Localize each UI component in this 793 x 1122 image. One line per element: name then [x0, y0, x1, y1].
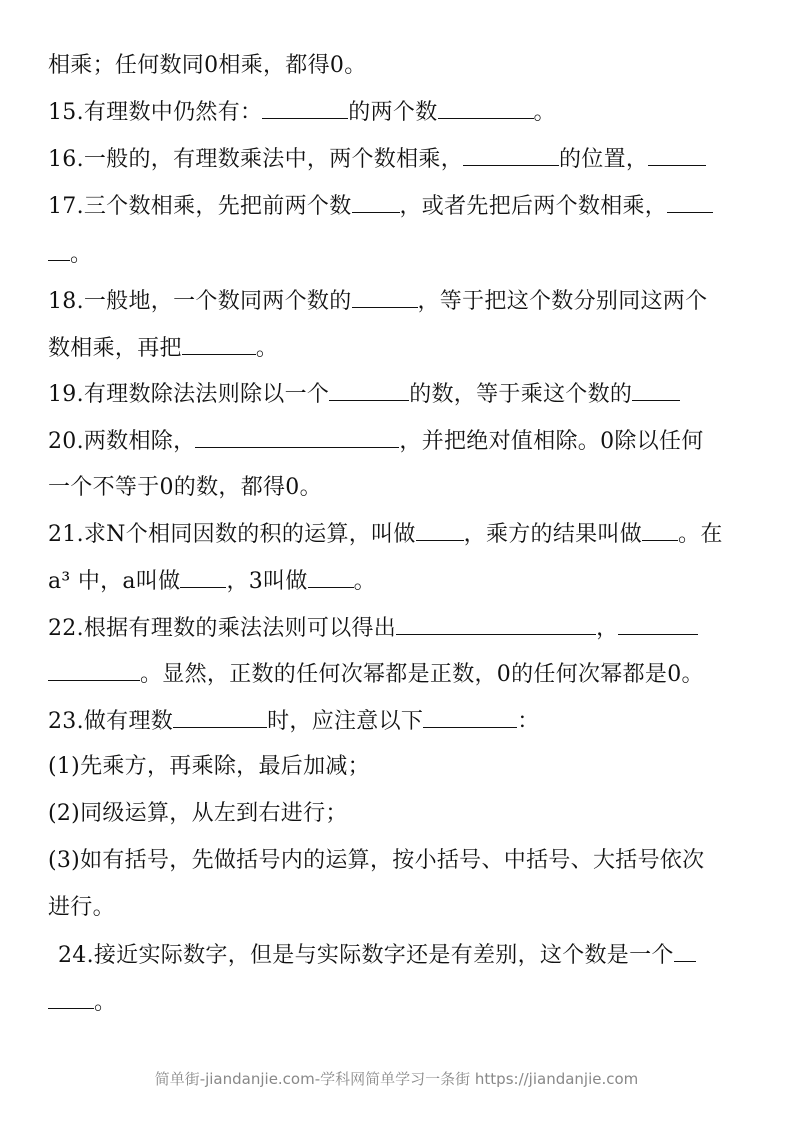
page-footer: 简单街-jiandanjie.com-学科网简单学习一条街 https://jiandanjie.com [154, 1070, 639, 1088]
answer-blank[interactable] [48, 240, 70, 261]
text-line: 进行。 [48, 895, 115, 920]
text-line: 。显然，正数的任何次幂都是正数，0的任何次幂都是0。 [48, 660, 704, 689]
answer-blank[interactable] [416, 520, 464, 541]
answer-blank[interactable] [423, 707, 517, 728]
text-line: 。 [48, 988, 116, 1017]
question-16: 16.一般的，有理数乘法中，两个数相乘， 的位置， [48, 145, 706, 174]
question-23: 23.做有理数 时，应注意以下 ： [48, 709, 540, 734]
question-24: 24.接近实际数字，但是与实际数字还是有差别，这个数是一个 [58, 941, 696, 970]
question-17: 17.三个数相乘，先把前两个数 ，或者先把后两个数相乘， [48, 192, 713, 221]
question-22: 22.根据有理数的乘法法则可以得出 ， [48, 614, 698, 643]
answer-blank[interactable] [182, 334, 256, 355]
answer-blank[interactable] [352, 287, 418, 308]
answer-blank[interactable] [632, 380, 680, 401]
answer-blank[interactable] [48, 988, 94, 1009]
question-18: 18.一般地，一个数同两个数的 ，等于把这个数分别同这两个 [48, 289, 708, 314]
answer-blank[interactable] [308, 567, 354, 588]
question-19: 19.有理数除法法则除以一个 的数，等于乘这个数的 [48, 380, 680, 409]
answer-blank[interactable] [173, 707, 267, 728]
answer-blank[interactable] [648, 145, 706, 166]
text-line: 数相乘，再把 。 [48, 336, 279, 361]
answer-blank[interactable] [674, 941, 696, 962]
answer-blank[interactable] [352, 192, 400, 213]
list-item: (2)同级运算，从左到右进行； [48, 801, 348, 826]
question-21: 21.求N个相同因数的积的运算，叫做 ，乘方的结果叫做 。在 [48, 522, 723, 547]
answer-blank[interactable] [463, 145, 559, 166]
answer-blank[interactable] [667, 192, 713, 213]
text-line: 。 [48, 240, 92, 269]
list-item: (1)先乘方，再乘除，最后加减； [48, 754, 370, 779]
answer-blank[interactable] [262, 98, 348, 119]
text-line: 相乘；任何数同0相乘，都得0。 [48, 53, 367, 78]
question-15: 15.有理数中仍然有： 的两个数 。 [48, 100, 556, 125]
answer-blank[interactable] [396, 614, 596, 635]
text-line: a³ 中，a叫做 ，3叫做 。 [48, 569, 376, 594]
answer-blank[interactable] [642, 520, 678, 541]
answer-blank[interactable] [438, 98, 534, 119]
list-item: (3)如有括号，先做括号内的运算，按小括号、中括号、大括号依次 [48, 848, 705, 873]
answer-blank[interactable] [48, 660, 140, 681]
answer-blank[interactable] [618, 614, 698, 635]
answer-blank[interactable] [195, 427, 399, 448]
answer-blank[interactable] [180, 567, 226, 588]
question-20: 20.两数相除， ，并把绝对值相除。0除以任何 [48, 429, 704, 454]
text-line: 一个不等于0的数，都得0。 [48, 475, 322, 500]
answer-blank[interactable] [329, 380, 409, 401]
